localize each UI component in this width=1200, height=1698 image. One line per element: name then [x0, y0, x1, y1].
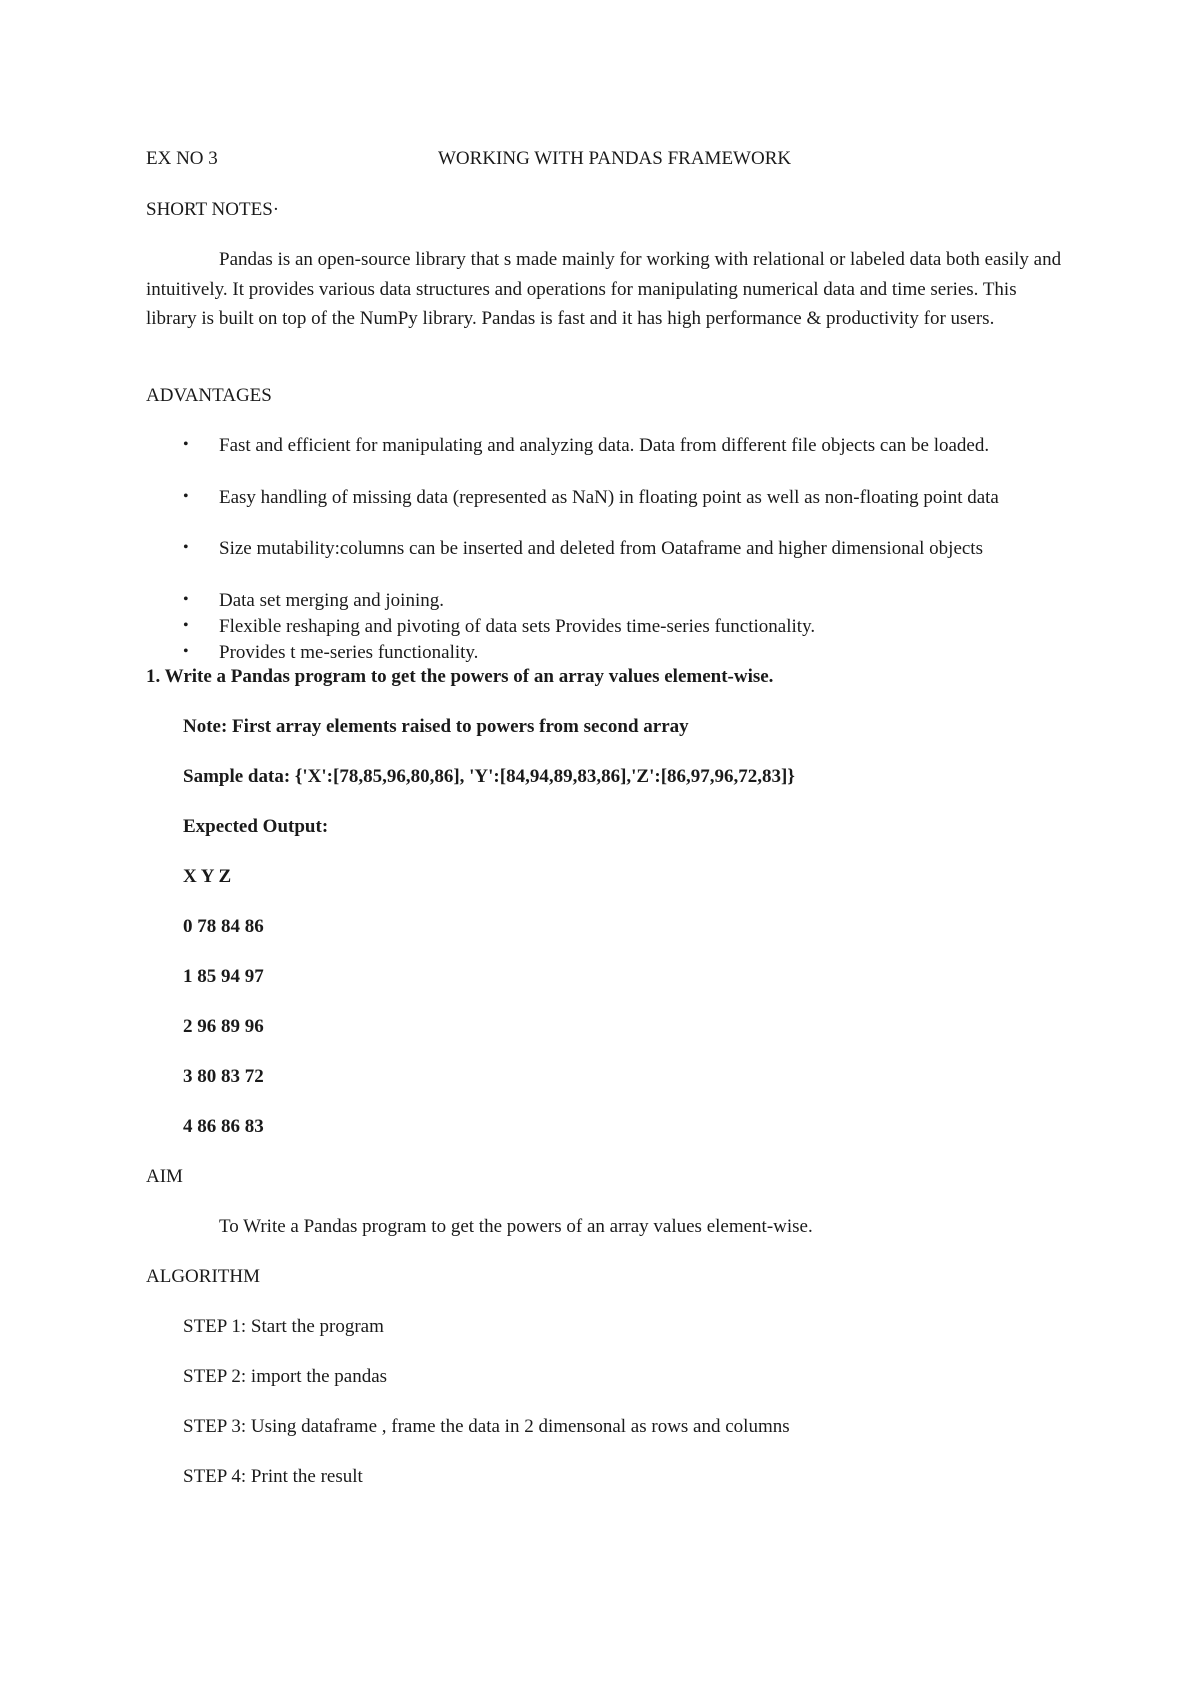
output-row: 2 96 89 96: [183, 1016, 264, 1037]
advantage-text: Provides t me-series functionality.: [219, 642, 479, 663]
algorithm-step: STEP 3: Using dataframe , frame the data in 2 dimensonal as rows and columns: [183, 1416, 790, 1437]
advantage-text: Data set merging and joining.: [219, 590, 444, 611]
output-row: 4 86 86 83: [183, 1116, 264, 1137]
aim-text: To Write a Pandas program to get the powers of an array values element-wise.: [219, 1216, 813, 1237]
exercise-number: EX NO 3: [146, 148, 218, 169]
output-row: 3 80 83 72: [183, 1066, 264, 1087]
algorithm-step: STEP 1: Start the program: [183, 1316, 384, 1337]
bullet-icon: •: [183, 617, 189, 634]
advantage-text: Easy handling of missing data (represented as NaN) in floating point as well as non-floating point data: [219, 487, 999, 508]
output-row: 0 78 84 86: [183, 916, 264, 937]
bullet-icon: •: [183, 643, 189, 660]
advantage-text: Size mutability:columns can be inserted and deleted from Oataframe and higher dimensional objects: [219, 538, 983, 559]
short-notes-paragraph: Pandas is an open-source library that s made mainly for working with relational or labeled data both easily and intuitively. It provides various data structures and operations for manipulating numerical data and time series. This library is built on top of the NumPy library. Pandas is fast and it has high performance & productivity for users.: [146, 249, 1062, 329]
question-note: Note: First array elements raised to powers from second array: [183, 716, 689, 737]
algorithm-step: STEP 2: import the pandas: [183, 1366, 388, 1387]
bullet-icon: •: [183, 488, 189, 505]
aim-heading: AIM: [146, 1166, 183, 1187]
advantages-heading: ADVANTAGES: [146, 385, 272, 406]
bullet-icon: •: [183, 539, 189, 556]
question-title: 1. Write a Pandas program to get the powers of an array values element-wise.: [146, 666, 774, 687]
algorithm-heading: ALGORITHM: [146, 1266, 260, 1287]
advantage-text: Fast and efficient for manipulating and analyzing data. Data from different file objects can be loaded.: [219, 435, 990, 456]
output-row: 1 85 94 97: [183, 966, 264, 987]
bullet-icon: •: [183, 436, 189, 453]
short-notes-heading: SHORT NOTES·: [146, 199, 280, 220]
bullet-icon: •: [183, 591, 189, 608]
sample-data: Sample data: {'X':[78,85,96,80,86], 'Y':[84,94,89,83,86],'Z':[86,97,96,72,83]}: [183, 766, 795, 787]
expected-output-label: Expected Output:: [183, 816, 329, 837]
output-header: X Y Z: [183, 866, 232, 887]
algorithm-step: STEP 4: Print the result: [183, 1466, 363, 1487]
document-title: WORKING WITH PANDAS FRAMEWORK: [438, 148, 792, 169]
advantage-text: Flexible reshaping and pivoting of data sets Provides time-series functionality.: [219, 616, 816, 637]
